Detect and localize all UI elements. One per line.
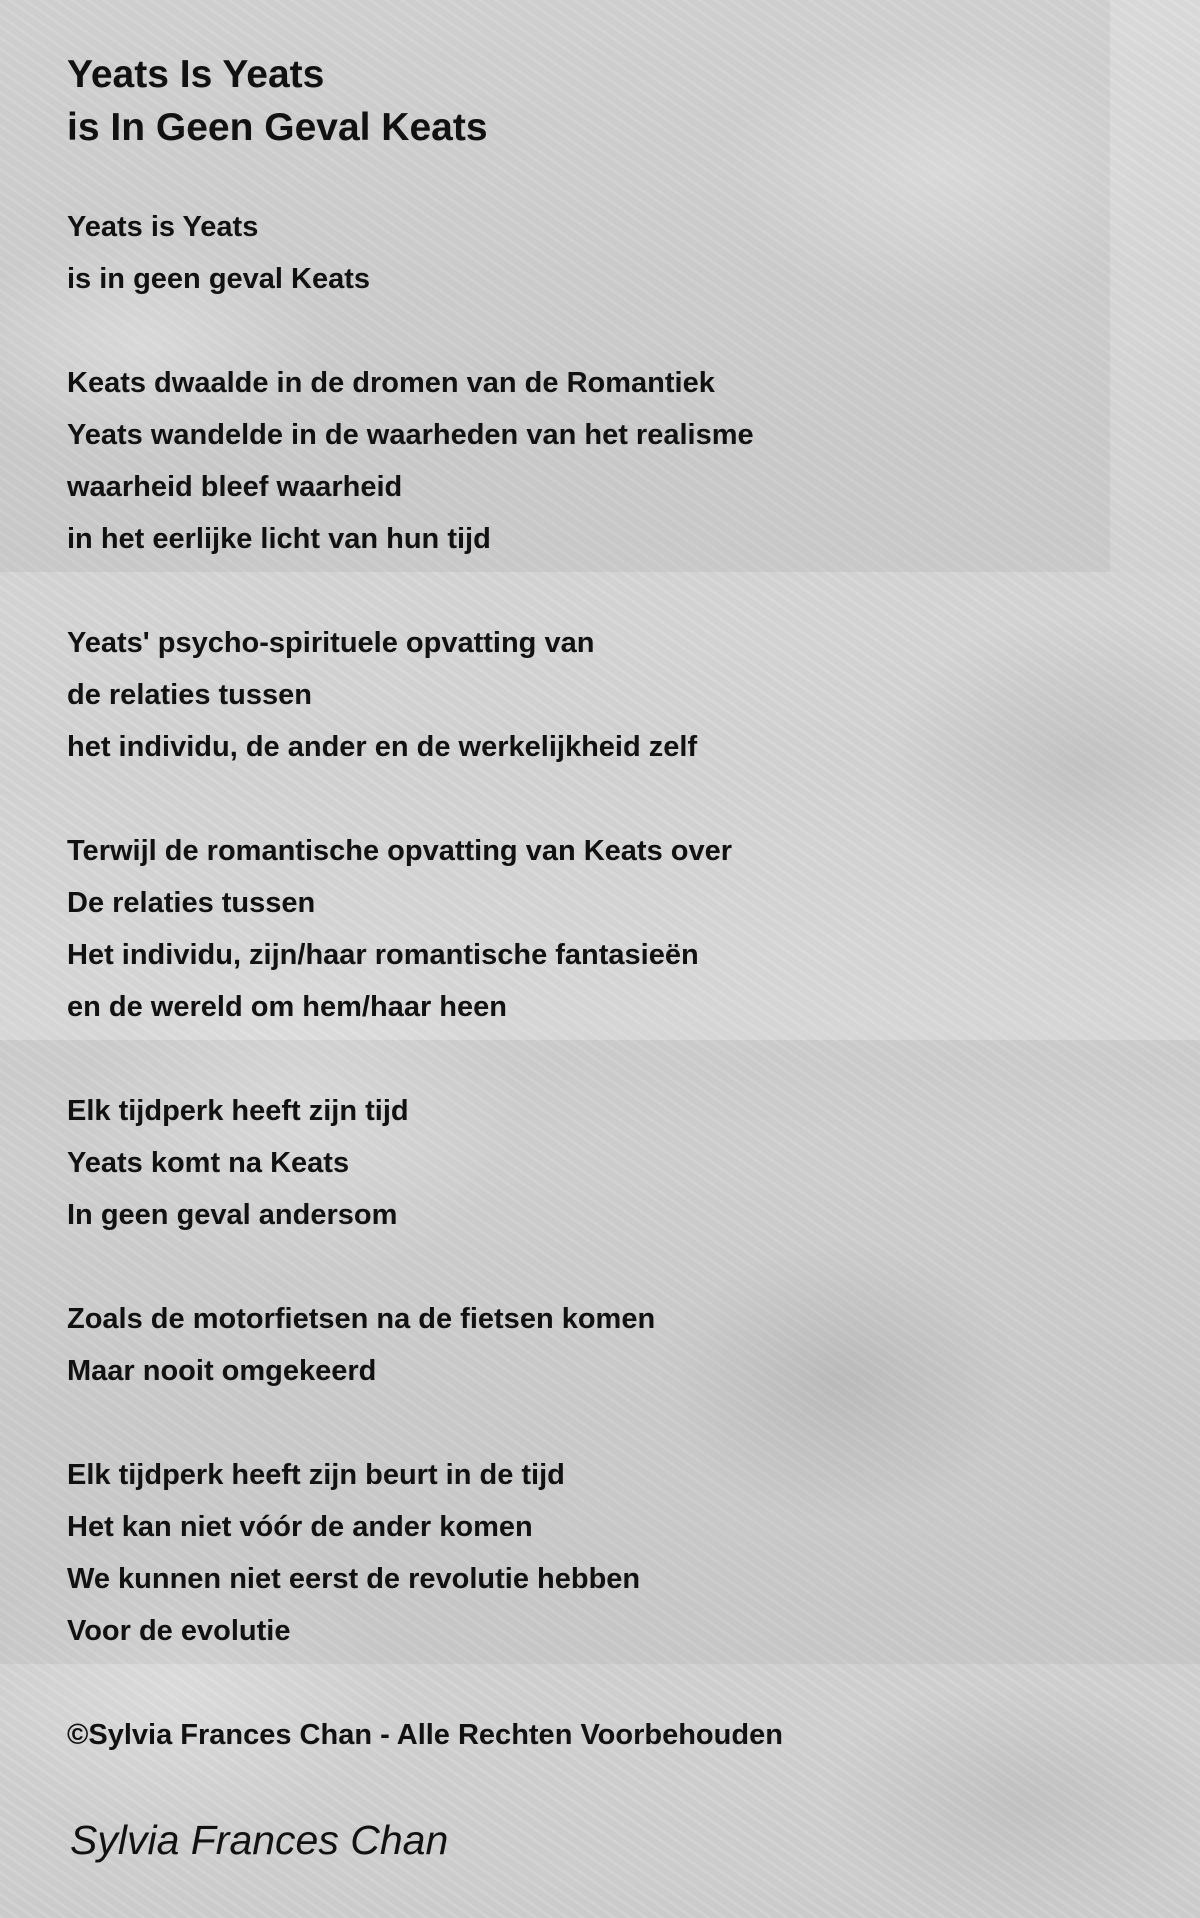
stanza <box>67 1293 1147 1397</box>
poem-line: de relaties tussen <box>67 679 312 711</box>
poem-line: Terwijl de romantische opvatting van Keats over <box>67 835 733 867</box>
poem-line: De relaties tussen <box>67 887 316 919</box>
poem-line: Yeats komt na Keats <box>67 1147 350 1179</box>
poem-line: en de wereld om hem/haar heen <box>67 991 507 1023</box>
poem-title-line: is In Geen Geval Keats <box>67 106 488 149</box>
stanza <box>67 1085 1147 1241</box>
stanza <box>67 617 1147 773</box>
poem-line: Het individu, zijn/haar romantische fantasieën <box>67 939 699 971</box>
poem-line: waarheid bleef waarheid <box>67 471 403 503</box>
stanza <box>67 201 1147 305</box>
poem-title <box>67 48 1147 154</box>
poem-line: In geen geval andersom <box>67 1199 398 1231</box>
stanza <box>67 825 1147 1033</box>
poem-line: Yeats wandelde in de waarheden van het realisme <box>67 419 754 451</box>
poem-line: Yeats is Yeats <box>67 211 259 243</box>
stanza <box>67 1449 1147 1657</box>
poem-line: het individu, de ander en de werkelijkheid zelf <box>67 731 698 763</box>
poem-line: Yeats' psycho-spirituele opvatting van <box>67 627 595 659</box>
poem-body <box>67 201 1147 1657</box>
poem-line: Maar nooit omgekeerd <box>67 1355 377 1387</box>
poem-line: Zoals de motorfietsen na de fietsen komen <box>67 1303 656 1335</box>
poem-title-line: Yeats Is Yeats <box>67 53 325 96</box>
stanza <box>67 357 1147 565</box>
poem-line: Voor de evolutie <box>67 1615 291 1647</box>
poem-line: Elk tijdperk heeft zijn tijd <box>67 1095 409 1127</box>
poem-line: Keats dwaalde in de dromen van de Romantiek <box>67 367 715 399</box>
poem-page <box>67 48 1147 1657</box>
poem-line: is in geen geval Keats <box>67 263 371 295</box>
poem-line: We kunnen niet eerst de revolutie hebben <box>67 1563 641 1595</box>
poem-line: in het eerlijke licht van hun tijd <box>67 523 491 555</box>
poem-line: Elk tijdperk heeft zijn beurt in de tijd <box>67 1459 565 1491</box>
poem-line: Het kan niet vóór de ander komen <box>67 1511 533 1543</box>
author-signature: Sylvia Frances Chan <box>70 1817 449 1863</box>
copyright-notice: ©Sylvia Frances Chan - Alle Rechten Voorbehouden <box>67 1719 783 1751</box>
